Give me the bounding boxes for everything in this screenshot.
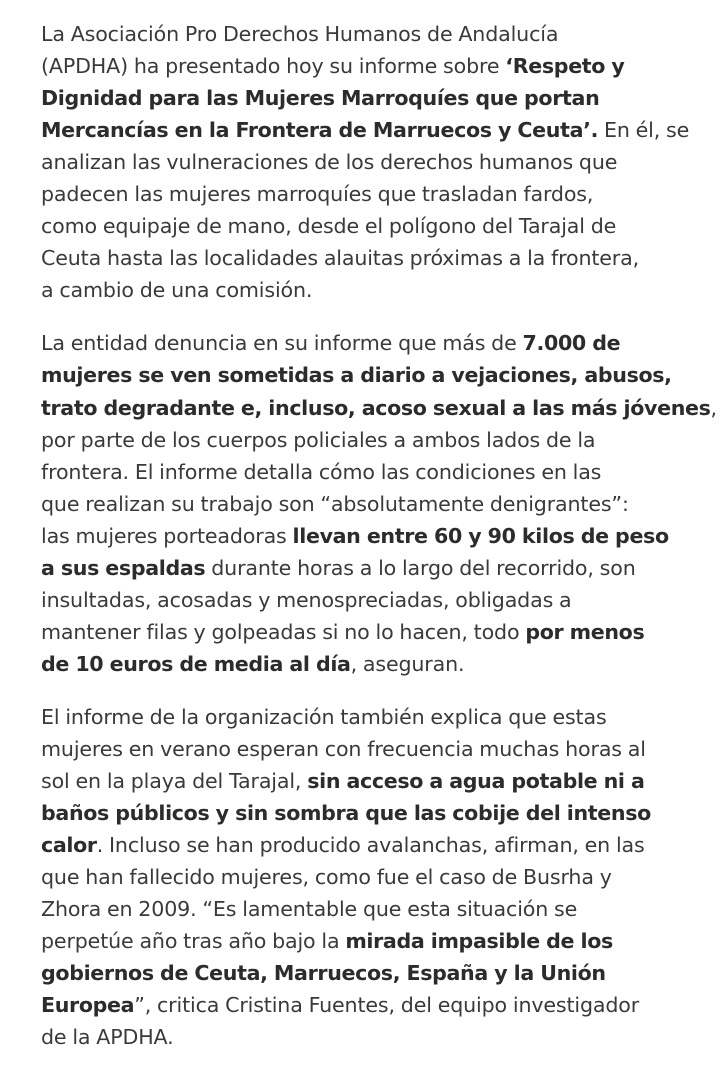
bold-text-run: gobiernos de Ceuta, Marruecos, España y la Unión	[41, 961, 606, 986]
text-run: como equipaje de mano, desde el polígono del Tarajal de	[41, 214, 617, 239]
text-line	[41, 82, 701, 114]
bold-text-run: ‘Respeto y	[505, 54, 625, 79]
text-line	[41, 861, 701, 893]
text-line	[41, 584, 701, 616]
text-line	[41, 957, 701, 989]
text-run: insultadas, acosadas y menospreciadas, obligadas a	[41, 587, 572, 612]
bold-text-run: a sus espaldas	[41, 555, 206, 580]
bold-text-run: mujeres se ven sometidas a diario a vejaciones, abusos,	[41, 363, 672, 388]
text-run: que realizan su trabajo son “absolutamente denigrantes”:	[41, 491, 629, 516]
text-run: ”, critica Cristina Fuentes, del equipo investigador	[134, 993, 640, 1018]
bold-text-run: Mercancías en la Frontera de Marruecos y Ceuta’.	[41, 118, 599, 143]
text-run: durante horas a lo largo del recorrido, son	[205, 555, 636, 580]
text-run: analizan las vulneraciones de los derechos humanos que	[41, 150, 618, 175]
text-run: El informe de la organización también explica que estas	[41, 704, 607, 729]
text-line	[41, 488, 701, 520]
text-run: Ceuta hasta las localidades alauitas próximas a la frontera,	[41, 246, 639, 271]
text-line	[41, 146, 701, 178]
text-line	[41, 50, 701, 82]
text-line	[41, 392, 717, 424]
text-line	[41, 456, 701, 488]
text-run: La entidad denuncia en su informe que más de	[41, 331, 523, 356]
text-run: mujeres en verano esperan con frecuencia muchas horas al	[41, 736, 646, 761]
text-run: a cambio de una comisión.	[41, 278, 313, 303]
text-line	[41, 424, 701, 456]
text-run: frontera. El informe detalla cómo las condiciones en las	[41, 459, 602, 484]
text-line	[41, 114, 701, 146]
text-run: que han fallecido mujeres, como fue el caso de Busrha y	[41, 865, 612, 890]
text-run: , aseguran.	[350, 651, 465, 676]
paragraph-denuncia	[41, 327, 717, 680]
text-line	[41, 701, 701, 733]
article-body	[41, 18, 717, 1053]
bold-text-run: Dignidad para las Mujeres Marroquíes que portan	[41, 86, 600, 111]
text-line	[41, 648, 701, 680]
text-run: perpetúe año tras año bajo la	[41, 929, 346, 954]
text-run: sol en la playa del Tarajal,	[41, 769, 308, 794]
text-run: . Incluso se han producido avalanchas, afirman, en las	[96, 833, 645, 858]
text-line	[41, 829, 701, 861]
text-line	[41, 327, 701, 359]
text-run: En él, se	[598, 118, 690, 143]
text-line	[41, 925, 701, 957]
paragraph-intro	[41, 18, 701, 306]
text-line	[41, 520, 701, 552]
text-run: mantener filas y golpeadas si no lo hacen, todo	[41, 619, 526, 644]
text-run: de la APDHA.	[41, 1025, 174, 1050]
bold-text-run: calor	[41, 833, 97, 858]
text-run: Zhora en 2009. “Es lamentable que esta situación se	[41, 897, 578, 922]
text-run: (APDHA) ha presentado hoy su informe sobre	[41, 54, 506, 79]
bold-text-run: 7.000 de	[522, 331, 621, 356]
bold-text-run: llevan entre 60 y 90 kilos de peso	[292, 523, 669, 548]
text-line	[41, 765, 701, 797]
text-line	[41, 178, 701, 210]
text-line	[41, 616, 701, 648]
bold-text-run: trato degradante e, incluso, acoso sexual a las más jóvenes	[41, 395, 711, 420]
text-line	[41, 210, 701, 242]
paragraph-condiciones	[41, 701, 701, 1054]
text-line	[41, 797, 701, 829]
text-run: ,	[710, 395, 717, 420]
bold-text-run: baños públicos y sin sombra que las cobije del intenso	[41, 801, 651, 826]
text-line	[41, 733, 701, 765]
text-line	[41, 989, 701, 1021]
bold-text-run: mirada impasible de los	[345, 929, 613, 954]
text-run: las mujeres porteadoras	[41, 523, 293, 548]
text-line	[41, 552, 701, 584]
bold-text-run: sin acceso a agua potable ni a	[307, 769, 645, 794]
text-run: por parte de los cuerpos policiales a ambos lados de la	[41, 427, 596, 452]
bold-text-run: por menos	[525, 619, 645, 644]
text-line	[41, 359, 701, 391]
bold-text-run: Europea	[41, 993, 135, 1018]
text-run: La Asociación Pro Derechos Humanos de Andalucía	[41, 22, 559, 46]
text-line	[41, 893, 701, 925]
text-line	[41, 18, 701, 50]
text-line	[41, 242, 701, 274]
bold-text-run: de 10 euros de media al día	[41, 651, 351, 676]
text-line	[41, 1021, 701, 1053]
text-line	[41, 274, 701, 306]
text-run: padecen las mujeres marroquíes que trasladan fardos,	[41, 182, 594, 207]
